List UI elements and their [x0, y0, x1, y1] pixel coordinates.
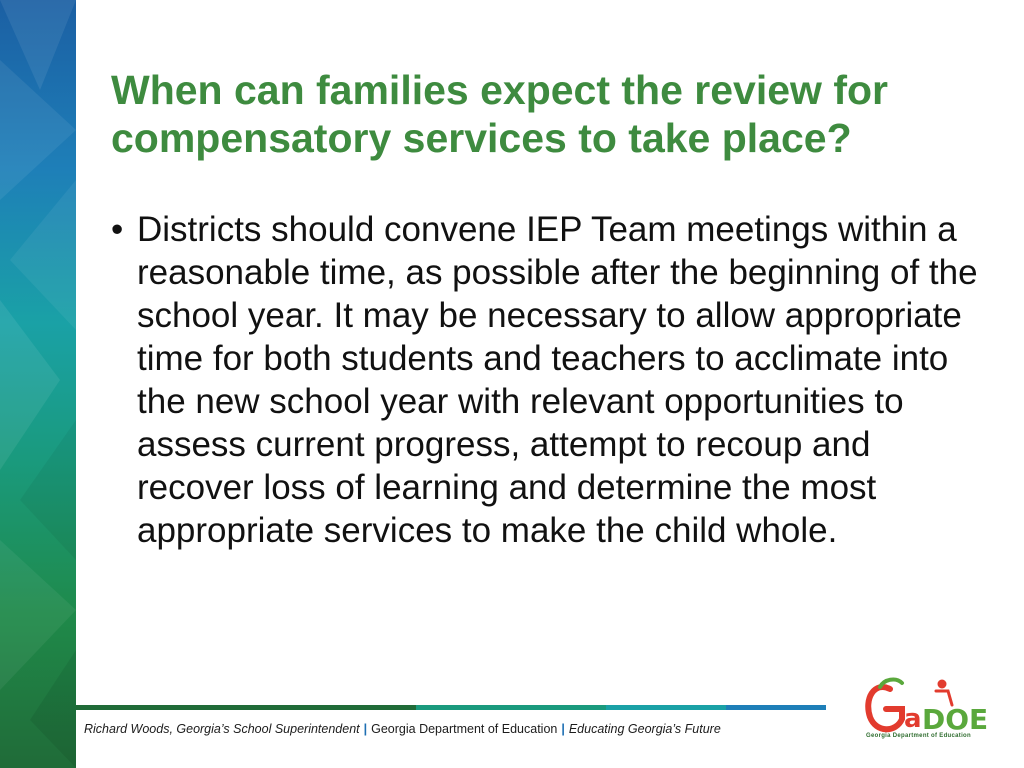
logo-tagline: Georgia Department of Education: [866, 733, 971, 739]
svg-text:a: a: [904, 704, 922, 734]
footer-department: Georgia Department of Education: [371, 722, 558, 736]
logo-wordmark: DOE: [922, 703, 989, 736]
bullet-text: Districts should convene IEP Team meetings within a reasonable time, as possible after the beginning of the school year. It may be necessary to allow appropriate time for both students and teachers to acclimate into the new school year with relevant opportunities to assess current progress, attempt to recoup and recover loss of learning and determine the most appropriate services to make the child whole.: [137, 210, 978, 550]
side-band-pattern: [0, 0, 76, 768]
footer-separator: |: [363, 722, 368, 736]
decorative-side-band: [0, 0, 76, 768]
footer-motto: Educating Georgia’s Future: [568, 722, 721, 736]
footer-separator: |: [561, 722, 565, 736]
slide-title: When can families expect the review for compensatory services to take place?: [111, 67, 888, 161]
footer-accent-bar: [76, 705, 826, 710]
footer-superintendent: Richard Woods, Georgia’s School Superintendent: [84, 722, 360, 736]
bullet-list: [111, 208, 991, 552]
bullet-marker: •: [111, 210, 124, 249]
bullet-item: [111, 208, 991, 552]
footer: [84, 722, 721, 736]
